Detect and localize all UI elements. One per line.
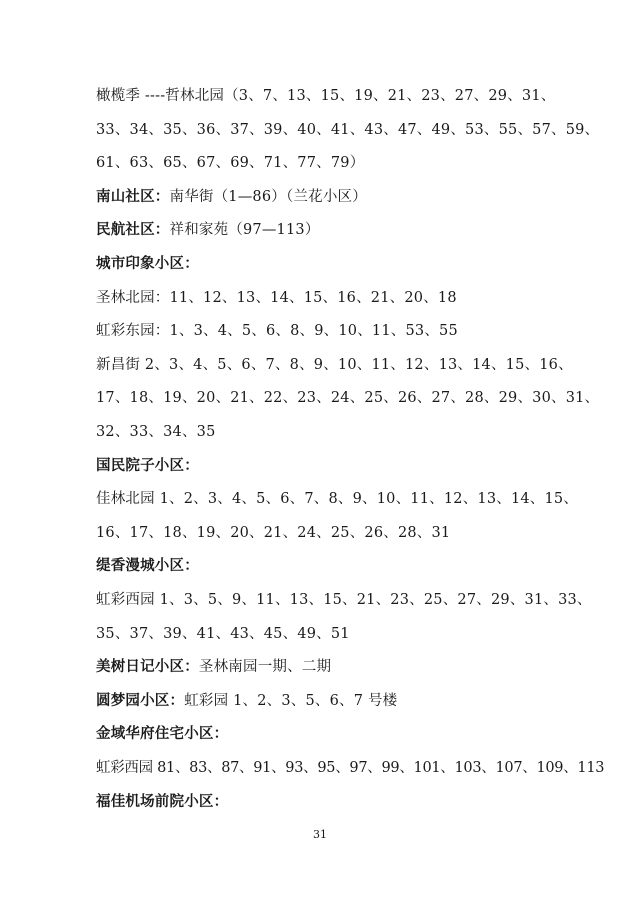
line-text: 35、37、39、41、43、45、49、51 [96,626,350,642]
line-text: 17、18、19、20、21、22、23、24、25、26、27、28、29、30、31、 [96,390,600,406]
section-heading: 美树日记小区： [96,659,199,675]
text-line [96,86,556,106]
text-line [96,288,556,308]
text-line [96,321,556,341]
line-text: 圣林南园一期、二期 [198,659,332,675]
section-heading: 南山社区： [96,189,170,205]
line-text: 橄榄季 ----哲林北园（3、7、13、15、19、21、23、27、29、31、 [96,88,556,104]
section-heading: 福佳机场前院小区： [96,794,229,810]
section-line [96,456,556,476]
text-line [96,624,556,644]
line-text: 圣林北园：11、12、13、14、15、16、21、20、18 [96,290,457,306]
line-text: 虹彩西园 1、3、5、9、11、13、15、21、23、25、27、29、31、33、 [96,592,592,608]
line-text: 南华街（1—86）（兰花小区） [169,189,367,205]
text-line [96,590,592,610]
text-line [96,523,556,543]
text-line [96,758,605,778]
line-text: 16、17、18、19、20、21、24、25、26、28、31 [96,525,451,541]
section-heading: 城市印象小区： [96,256,199,272]
line-text: 32、33、34、35 [96,424,216,440]
section-heading: 缇香漫城小区： [96,558,199,574]
line-text: 新昌街 2、3、4、5、6、7、8、9、10、11、12、13、14、15、16、 [96,357,573,373]
line-text: 虹彩东园：1、3、4、5、6、8、9、10、11、53、55 [96,323,458,339]
section-line [96,254,556,274]
text-line [96,489,579,509]
section-line [96,220,556,240]
section-line [96,187,556,207]
line-text: 虹彩西园 81、83、87、91、93、95、97、99、101、103、107、109、113 [96,760,605,776]
section-line [96,556,556,576]
line-text: 佳林北园 1、2、3、4、5、6、7、8、9、10、11、12、13、14、15、 [96,491,579,507]
section-line [96,792,556,812]
line-text: 虹彩园 1、2、3、5、6、7 号楼 [184,693,398,709]
section-heading: 民航社区： [96,222,170,238]
section-heading: 国民院子小区： [96,458,199,474]
section-line [96,657,556,677]
page-number: 31 [313,828,327,841]
text-line [96,153,556,173]
text-line [96,120,600,140]
text-line [96,355,573,375]
text-line [96,388,600,408]
section-heading: 金域华府住宅小区： [96,726,229,742]
section-heading: 圆梦园小区： [96,693,185,709]
line-text: 61、63、65、67、69、71、77、79） [96,155,365,171]
section-line [96,724,556,744]
line-text: 祥和家苑（97—113） [169,222,320,238]
section-line [96,691,556,711]
text-line [96,422,556,442]
line-text: 33、34、35、36、37、39、40、41、43、47、49、53、55、57、59、 [96,122,600,138]
